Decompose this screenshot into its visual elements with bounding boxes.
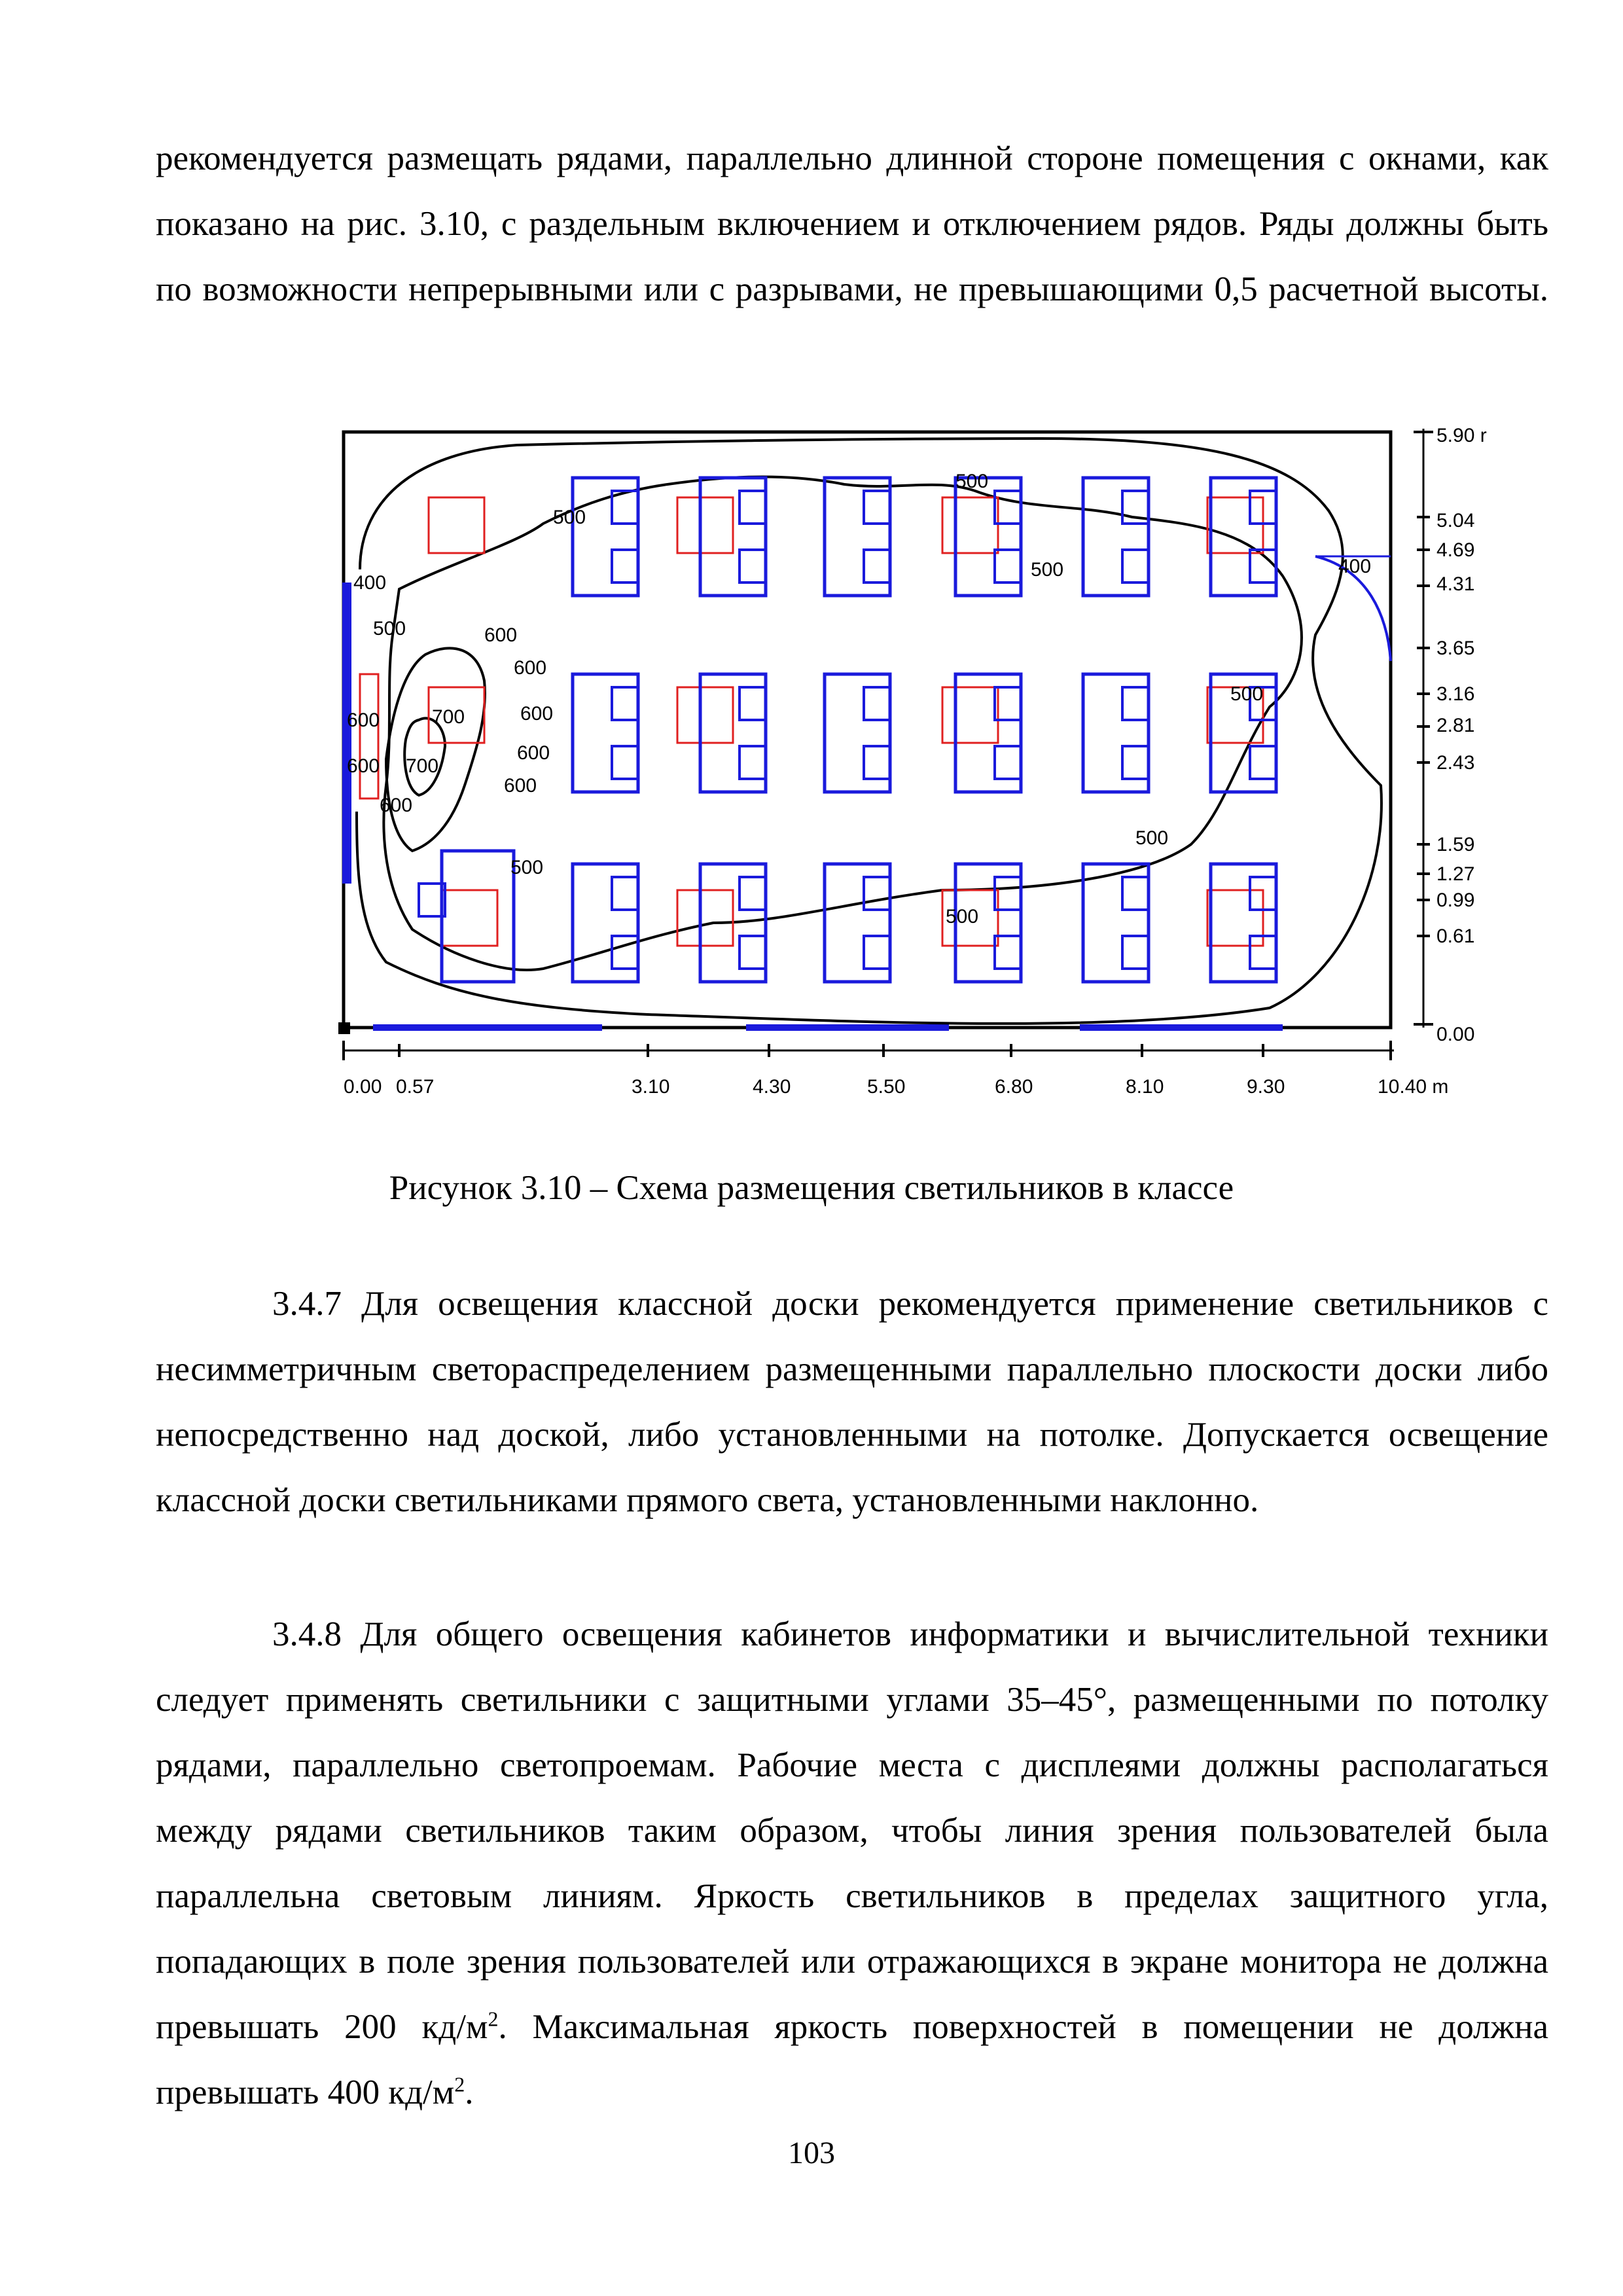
paragraph-intro: рекомендуется размещать рядами, параллельно длинной стороне помещения с окнами, как показано на рис. 3.10, с раздельным включением и отключением рядов. Ряды должны быть по возможности непрерывными или с разрывами, не превышающими 0,5 расчетной высоты.	[156, 139, 1548, 308]
origin-marker	[338, 1022, 350, 1034]
contour-label: 500	[553, 507, 586, 528]
window-3	[1080, 1024, 1283, 1031]
desks	[442, 478, 1276, 982]
contour-label: 600	[517, 742, 550, 764]
y-tick-label: 4.69	[1436, 539, 1475, 561]
y-tick-label: 3.16	[1436, 683, 1475, 705]
x-axis	[344, 1041, 1448, 1098]
contour-label: 500	[1230, 683, 1264, 705]
contour-label: 600	[514, 657, 547, 679]
y-tick-label: 2.43	[1436, 752, 1475, 774]
y-tick-label: 0.00	[1436, 1024, 1475, 1045]
y-axis	[1414, 425, 1487, 1045]
superscript: 2	[488, 2007, 499, 2031]
x-tick-label: 9.30	[1247, 1076, 1285, 1098]
y-tick-label: 2.81	[1436, 715, 1475, 736]
superscript: 2	[454, 2072, 465, 2096]
x-tick-label: 8.10	[1126, 1076, 1164, 1098]
page-number: 103	[788, 2136, 835, 2170]
x-tick-label: 10.40 m	[1378, 1076, 1449, 1098]
luminaires	[360, 497, 1263, 946]
x-tick-label: 6.80	[995, 1076, 1033, 1098]
lighting-layout-figure	[321, 419, 1551, 1113]
y-tick-label: 0.99	[1436, 889, 1475, 911]
y-tick-label: 0.61	[1436, 925, 1475, 947]
contour-label: 500	[1135, 827, 1169, 849]
x-tick-label: 4.30	[753, 1076, 791, 1098]
contour-label: 600	[347, 755, 380, 777]
y-tick-label: 5.04	[1436, 510, 1475, 531]
x-tick-label: 3.10	[632, 1076, 670, 1098]
blackboard	[342, 583, 351, 884]
paragraph-3-4-8-text: 3.4.8 Для общего освещения кабинетов информатики и вычислительной техники следует применять светильники с защитными углами 35–45°, размещенными по потолку рядами, параллельно светопроемам. Рабочие места с дисплеями должны располагаться между рядами светильников таким образом, чтобы линия зрения пользователей была параллельна световым линиям. Яркость светильников в пределах защитного угла, попадающих в поле зрения пользователей или отражающихся в экране монитора не должна превышать 200 кд/м	[156, 1615, 1548, 2046]
y-tick-label: 5.90 r	[1436, 425, 1487, 446]
contour-label: 700	[432, 706, 465, 728]
paragraph-3-4-8-text: .	[465, 2073, 474, 2111]
paragraph-3-4-8	[156, 1602, 1548, 2125]
window-2	[746, 1024, 949, 1031]
contour-labels	[347, 471, 1371, 927]
contour-label: 600	[347, 709, 380, 731]
window-1	[373, 1024, 602, 1031]
x-tick-label: 0.57	[396, 1076, 435, 1098]
contour-label: 500	[946, 906, 979, 927]
contour-label: 600	[504, 775, 537, 797]
y-tick-label: 3.65	[1436, 637, 1475, 659]
contour-label: 500	[1031, 559, 1064, 581]
room-outline	[344, 432, 1391, 1028]
y-tick-label: 1.27	[1436, 863, 1475, 885]
paragraph-3-4-7: 3.4.7 Для освещения классной доски рекомендуется применение светильников с несимметричным светораспределением размещенными параллельно плоскости доски либо непосредственно над доской, либо установленными на потолке. Допускается освещение классной доски светильниками прямого света, установленными наклонно.	[156, 1285, 1548, 1519]
contour-label: 400	[1338, 556, 1372, 577]
x-tick-label: 5.50	[867, 1076, 906, 1098]
contour-label: 500	[510, 857, 544, 878]
paragraph-3-4-8-text: . Максимальная яркость поверхностей в помещении не должна превышать 400 кд/м	[156, 2008, 1549, 2111]
contour-label: 600	[484, 624, 518, 646]
contour-label: 600	[380, 795, 413, 816]
contour-label: 600	[520, 703, 554, 725]
x-tick-label: 0.00	[344, 1076, 382, 1098]
contour-600	[386, 648, 485, 851]
figure-caption: Рисунок 3.10 – Схема размещения светильников в классе	[389, 1169, 1234, 1207]
contour-label: 700	[406, 755, 439, 777]
contour-label: 500	[373, 618, 406, 639]
contour-label: 400	[353, 572, 387, 594]
contour-label: 500	[955, 471, 989, 492]
y-tick-label: 1.59	[1436, 834, 1475, 855]
y-tick-label: 4.31	[1436, 573, 1475, 595]
